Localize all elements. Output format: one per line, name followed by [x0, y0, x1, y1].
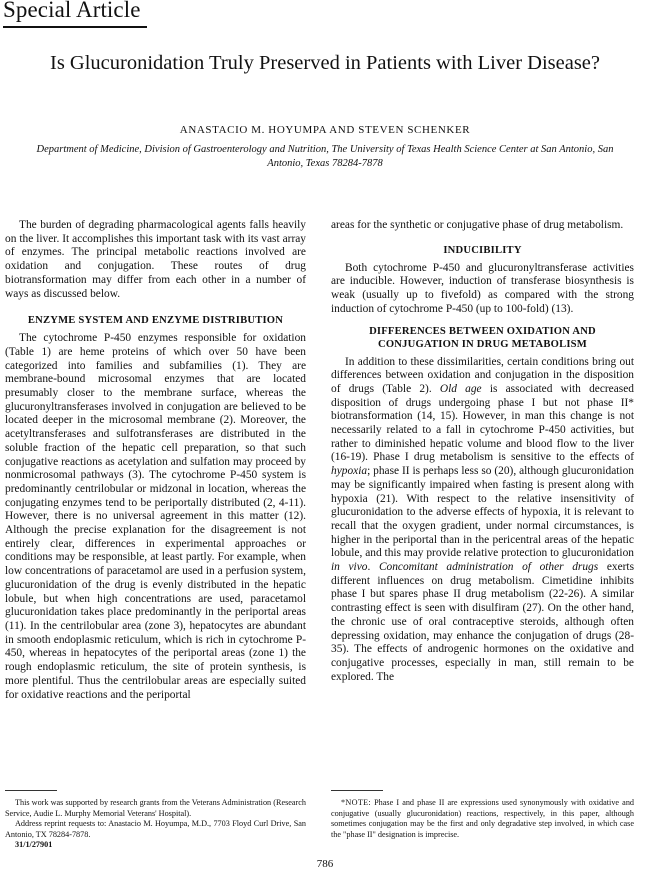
term-hypoxia: hypoxia — [331, 465, 368, 478]
enzyme-paragraph-continued: areas for the synthetic or conjugative phase of drug metabolism. — [331, 219, 624, 231]
footnote-support: This work was supported by research grants from the Veterans Administration (Research Service, Audie L. Murphy Memorial Veterans' Hospital). — [5, 798, 306, 818]
right-column — [331, 219, 634, 684]
author-line: ANASTACIO M. HOYUMPA AND STEVEN SCHENKER — [179, 124, 471, 136]
term-old-age: Old age — [439, 382, 482, 395]
heading-enzyme-system: ENZYME SYSTEM AND ENZYME DISTRIBUTION — [27, 315, 284, 327]
footnotes-left — [5, 798, 306, 851]
heading-inducibility: INDUCIBILITY — [443, 244, 522, 256]
diff-text-4: . — [367, 561, 371, 574]
article-title: Is Glucuronidation Truly Preserved in Patients with Liver Disease? — [50, 52, 600, 74]
footnote-reprint: Address reprint requests to: Anastacio M. Hoyumpa, M.D., 7703 Floyd Curl Drive, San Antonio, TX 78284-7878. — [5, 819, 306, 839]
term-concomitant-drugs: Concomitant administration of other drugs — [378, 561, 599, 574]
diff-text-3: ; phase II is perhaps less so (20), although glucuronidation may be significantly impaired when fasting is present along with hypoxia (21). With respect to the relative insensitivity of glucuronidation to the adverse effects of hypoxia, it is relevant to recall that the oxygen gradient, under normal circumstances, is higher in the periportal than in the pericentral areas of the hepatic lobule, and this may provide relative protection to glucuronidation — [331, 465, 634, 560]
heading-differences-line-1: DIFFERENCES BETWEEN OXIDATION AND — [369, 325, 596, 337]
left-column — [5, 219, 306, 702]
footnote-code: 31/1/27901 — [15, 840, 53, 850]
footnote-phase-note — [331, 798, 634, 840]
page-number: 786 — [316, 858, 334, 870]
enzyme-paragraph: The cytochrome P-450 enzymes responsible for oxidation (Table 1) are heme proteins of which over 50 have been categorized into families and subfamilies (1). They are membrane-bound microsomal enzymes that are located presumably closer to the membrane surface, whereas the glucuronyltransferases involved in conjugation are believed to be located deeper in the microsomal membrane (2). Moreover, the acetyltransferases and sulfotransferases are distributed in the soluble fraction of the hepatic cell preparation, so that such conjugative reactions as acetylation and sulfation may proceed by nonmicrosomal pathways (3). The cytochrome P-450 system is predominantly centrilobular or midzonal in location, whereas the conjugating enzymes tend to be periportally distributed (2, 4-11). However, there is no universal agreement in this matter (12). Although the precise explanation for the disagreement is not entirely clear, differences in experimental approaches or conditions may be responsible, at least partly. For example, when low concentrations of paracetamol are used in a perfusion system, glucuronidation of the drug is evenly distributed in the hepatic lobule, but when high concentrations are used, paracetamol glucuronidation takes place predominantly in the periportal areas (11). In the centrilobular area (zone 3), hepatocytes are abundant in smooth endoplasmic reticulum, which is rich in cytochrome P-450, whereas in hepatocytes of the periportal areas (zone 1) the rough endoplasmic reticulum, the site of protein synthesis, is more plentiful. Thus the centrilobular areas are especially suited for oxidative reactions and the periportal — [5, 332, 306, 701]
footnote-rule-right — [331, 790, 383, 791]
section-rule — [3, 26, 147, 28]
diff-text-2: is associated with decreased disposition of drugs undergoing phase I but not phase II* biotransformation (14, 15). However, in man this change is not necessarily related to a fall in cytochrome P-450 activities, but rather to diminished hepatic volume and blood flow to the liver (16-19). Phase I drug metabolism is sensitive to the effects of — [331, 382, 634, 464]
inducibility-paragraph: Both cytochrome P-450 and glucuronyltransferase activities are inducible. However, induction of transferase biosynthesis is weak (usually up to fivefold) as compared with the strong induction of cytochrome P-450 (up to 100-fold) (13). — [331, 261, 634, 315]
heading-differences — [331, 325, 634, 351]
affiliation: Department of Medicine, Division of Gastroenterology and Nutrition, The University of Texas Health Science Center at San Antonio, San Antonio, Texas 78284-7878 — [36, 144, 614, 169]
footnotes-right — [331, 798, 634, 840]
note-label: *NOTE: — [341, 798, 371, 807]
diff-text-1: In addition to these dissimilarities, certain conditions bring out differences between oxidation and conjugation in the disposition of drugs (Table 2). — [331, 355, 634, 395]
term-in-vivo: in vivo — [331, 561, 368, 574]
footnote-rule-left — [5, 790, 57, 791]
diff-text-5: exerts different influences on drug metabolism. Cimetidine inhibits phase I but spares phase II drug metabolism (22-26). A similar contrasting effect is seen with disulfiram (27). On the other hand, the chronic use of oral contraceptive steroids, although often depressing oxidation, may enhance the conjugation of drugs (28-35). The effects of androgenic hormones on the oxidative and conjugative processes, especially in man, still remain to be explored. The — [331, 561, 635, 683]
differences-paragraph — [331, 356, 634, 685]
intro-paragraph: The burden of degrading pharmacological agents falls heavily on the liver. It accomplishes this important task with its vast array of enzymes. The principal metabolic reactions involved are oxidation and conjugation. These routes of drug biotransformation may differ from each other in a number of ways as discussed below. — [5, 219, 306, 300]
section-label: Special Article — [3, 0, 141, 22]
note-text: Phase I and phase II are expressions used synonymously with oxidative and conjugative (usually glucuronidation) reactions, respectively, in this paper, although sometimes conjugation may be the first and only degradative step involved, in which case the "phase II" designation is imprecise. — [331, 798, 635, 839]
heading-differences-line-2: CONJUGATION IN DRUG METABOLISM — [378, 338, 587, 350]
